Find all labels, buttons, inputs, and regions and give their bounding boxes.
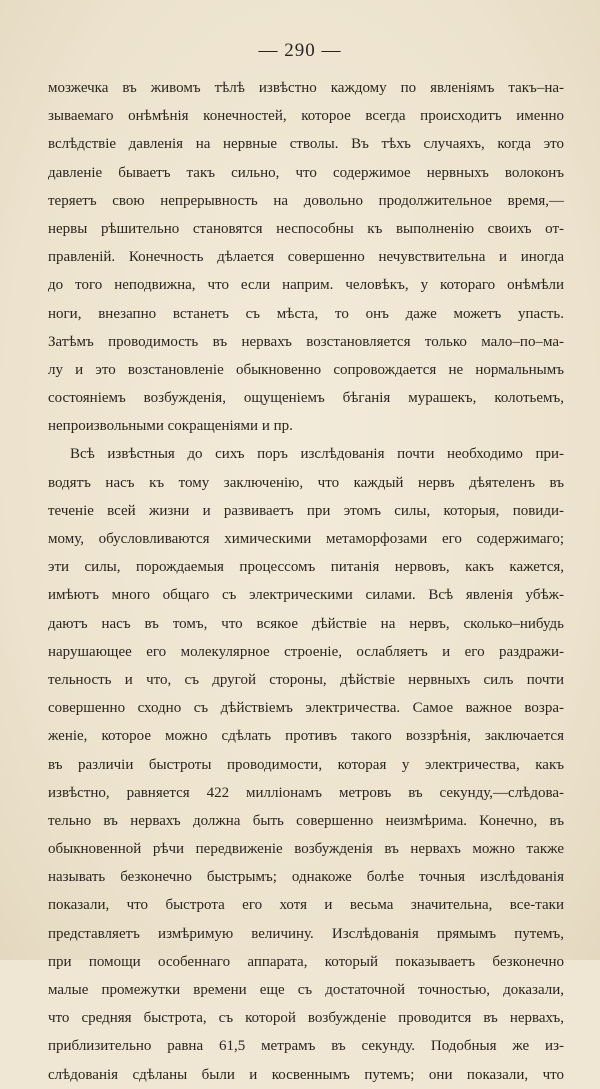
text-line: теряетъ свою непрерывность на довольно продолжительное время,— <box>48 192 564 209</box>
text-line: правленій. Конечность дѣлается совершенно нечувствительна и иногда <box>48 249 564 266</box>
text-line: зываемаго онѣмѣнія конечностей, которое всегда происходитъ именно <box>48 108 564 125</box>
text-line: лу и это возстановленіе обыкновенно сопровождается не нормальнымъ <box>48 361 564 378</box>
text-line: малые промежутки времени еще съ достаточной точностью, доказали, <box>48 982 564 998</box>
text-line: теченіе всей жизни и развиваетъ при этомъ силы, которыя, повиди- <box>48 502 564 519</box>
text-line: обыкновенной рѣчи передвиженіе возбужденія въ нервахъ можно также <box>48 841 564 858</box>
text-line: что средняя быстрота, съ которой возбужденіе проводится въ нервахъ, <box>48 1010 564 1027</box>
text-line: вслѣдствіе давленія на нервные стволы. Въ тѣхъ случаяхъ, когда это <box>48 136 564 153</box>
text-line: приблизительно равна 61,5 метрамъ въ секунду. Подобныя же из- <box>48 1038 564 1055</box>
text-line: состояніемъ возбужденія, ощущеніемъ бѣганія мурашекъ, колотьемъ, <box>48 390 564 407</box>
text-line: извѣстно, равняется 422 милліонамъ метровъ въ секунду,—слѣдова- <box>48 784 564 801</box>
text-line: эти силы, порождаемыя процессомъ питанія нервовъ, какъ кажется, <box>48 559 564 576</box>
text-line: нарушающее его молекулярное строеніе, ослабляетъ и его раздражи- <box>48 643 564 660</box>
page-number: — 290 — <box>258 40 342 61</box>
text-line: Затѣмъ проводимость въ нервахъ возстановляется только мало–по–ма- <box>48 333 564 350</box>
text-line: ноги, внезапно встанетъ съ мѣста, то онъ даже можетъ упасть. <box>48 305 564 322</box>
text-line: тельно въ нервахъ должна быть совершенно неизмѣрима. Конечно, въ <box>48 812 564 829</box>
text-line: совершенно сходно съ дѣйствіемъ электричества. Самое важное возра- <box>48 700 564 717</box>
text-line: давленіе бываетъ такъ сильно, что содержимое нервныхъ волоконъ <box>48 164 564 181</box>
text-line: непроизвольными сокращеніями и пр. <box>48 418 293 435</box>
text-line: слѣдованія сдѣланы были и косвеннымъ путемъ; они показали, что <box>48 1066 564 1083</box>
text-line: мому, обусловливаются химическими метаморфозами его содержимаго; <box>48 531 564 547</box>
text-line: представляетъ измѣримую величину. Изслѣдованія прямымъ путемъ, <box>48 925 564 942</box>
text-line: до того неподвижна, что если наприм. человѣкъ, у котораго онѣмѣли <box>48 277 564 294</box>
text-line: при помощи особеннаго аппарата, который показываетъ безконечно <box>48 953 564 970</box>
text-line: водятъ насъ къ тому заключенію, что каждый нервъ дѣятеленъ въ <box>48 474 564 491</box>
text-line: въ различіи быстроты проводимости, которая у электричества, какъ <box>48 756 564 773</box>
text-line: тельность и что, съ другой стороны, дѣйствіе нервныхъ силъ почти <box>48 671 564 688</box>
text-line: женіе, которое можно сдѣлать противъ такого воззрѣнія, заключается <box>48 728 564 745</box>
text-line: называть безконечно быстрымъ; однакоже болѣе точныя изслѣдованія <box>48 869 564 886</box>
text-line: имѣютъ много общаго съ электрическими силами. Всѣ явленія убѣж- <box>48 587 564 604</box>
body-text <box>48 74 564 1089</box>
text-line: Всѣ извѣстныя до сихъ поръ изслѣдованія почти необходимо при- <box>70 446 564 463</box>
text-line: нервы рѣшительно становятся неспособны къ выполненію своихъ от- <box>48 220 564 237</box>
text-line: даютъ насъ въ томъ, что всякое дѣйствіе на нервъ, сколько–нибудь <box>48 615 564 632</box>
text-line: показали, что быстрота его хотя и весьма значительна, все-таки <box>48 897 564 914</box>
text-line: мозжечка въ живомъ тѣлѣ извѣстно каждому по явленіямъ такъ–на- <box>48 80 564 96</box>
